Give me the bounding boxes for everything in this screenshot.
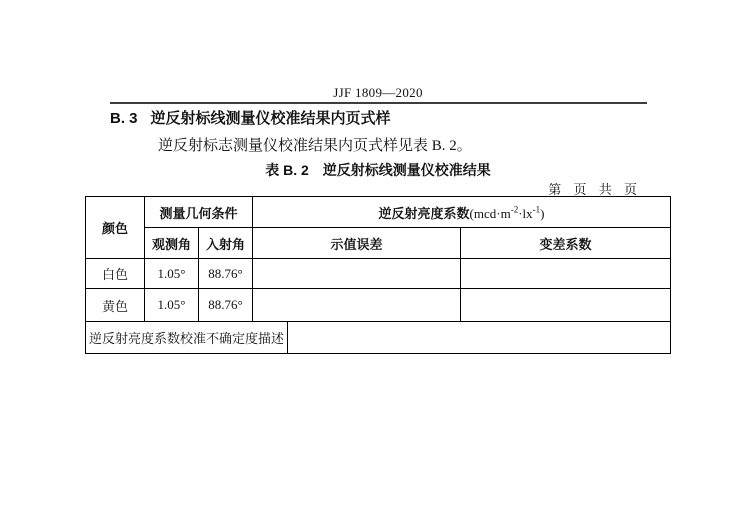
body-text: 逆反射标志测量仪校准结果内页式样见表 B. 2。: [158, 138, 472, 154]
calibration-table: [85, 196, 671, 354]
col-header-color: 颜色: [86, 197, 145, 259]
table-row-white: [86, 259, 671, 289]
uncertainty-value-cell: [288, 322, 670, 353]
indication-error-cell: [253, 289, 461, 322]
color-cell: 黄色: [86, 289, 145, 322]
color-cell: 白色: [86, 259, 145, 289]
indication-error-cell: [253, 259, 461, 289]
uncertainty-row-wrap: [86, 322, 670, 353]
observation-angle-cell: 1.05°: [145, 289, 199, 322]
variation-coefficient-cell: [461, 259, 671, 289]
variation-coefficient-cell: [461, 289, 671, 322]
section-heading: [110, 107, 391, 128]
col-header-coefficient: [253, 197, 671, 228]
col-header-indication-error: 示值误差: [253, 228, 461, 259]
page-indicator: 第 页 共 页: [548, 182, 637, 197]
doc-number: JJF 1809—2020: [333, 85, 423, 100]
entrance-angle-cell: 88.76°: [199, 259, 253, 289]
entrance-angle-cell: 88.76°: [199, 289, 253, 322]
table-row-yellow: [86, 289, 671, 322]
uncertainty-label: 逆反射亮度系数校准不确定度描述: [86, 322, 288, 353]
col-header-observation-angle: 观测角: [145, 228, 199, 259]
table-caption-title: 逆反射标线测量仪校准结果: [322, 162, 491, 178]
table-header-row-1: [86, 197, 671, 228]
table-caption-label: 表 B. 2: [265, 162, 309, 178]
col-header-variation-coefficient: 变差系数: [461, 228, 671, 259]
coefficient-unit: $(mcd\cdot m^{-2}\cdot lx^{-1})$: [469, 204, 545, 221]
section-number: B. 3: [110, 110, 138, 127]
header-rule: [110, 102, 647, 104]
section-title: 逆反射标线测量仪校准结果内页式样: [150, 110, 391, 127]
observation-angle-cell: 1.05°: [145, 259, 199, 289]
col-header-entrance-angle: 入射角: [199, 228, 253, 259]
table-row-uncertainty: [86, 322, 671, 354]
coefficient-name: 逆反射亮度系数: [378, 205, 470, 221]
table-header-row-2: [86, 228, 671, 259]
col-header-geometry: 测量几何条件: [145, 197, 253, 228]
table-caption: [0, 160, 756, 180]
